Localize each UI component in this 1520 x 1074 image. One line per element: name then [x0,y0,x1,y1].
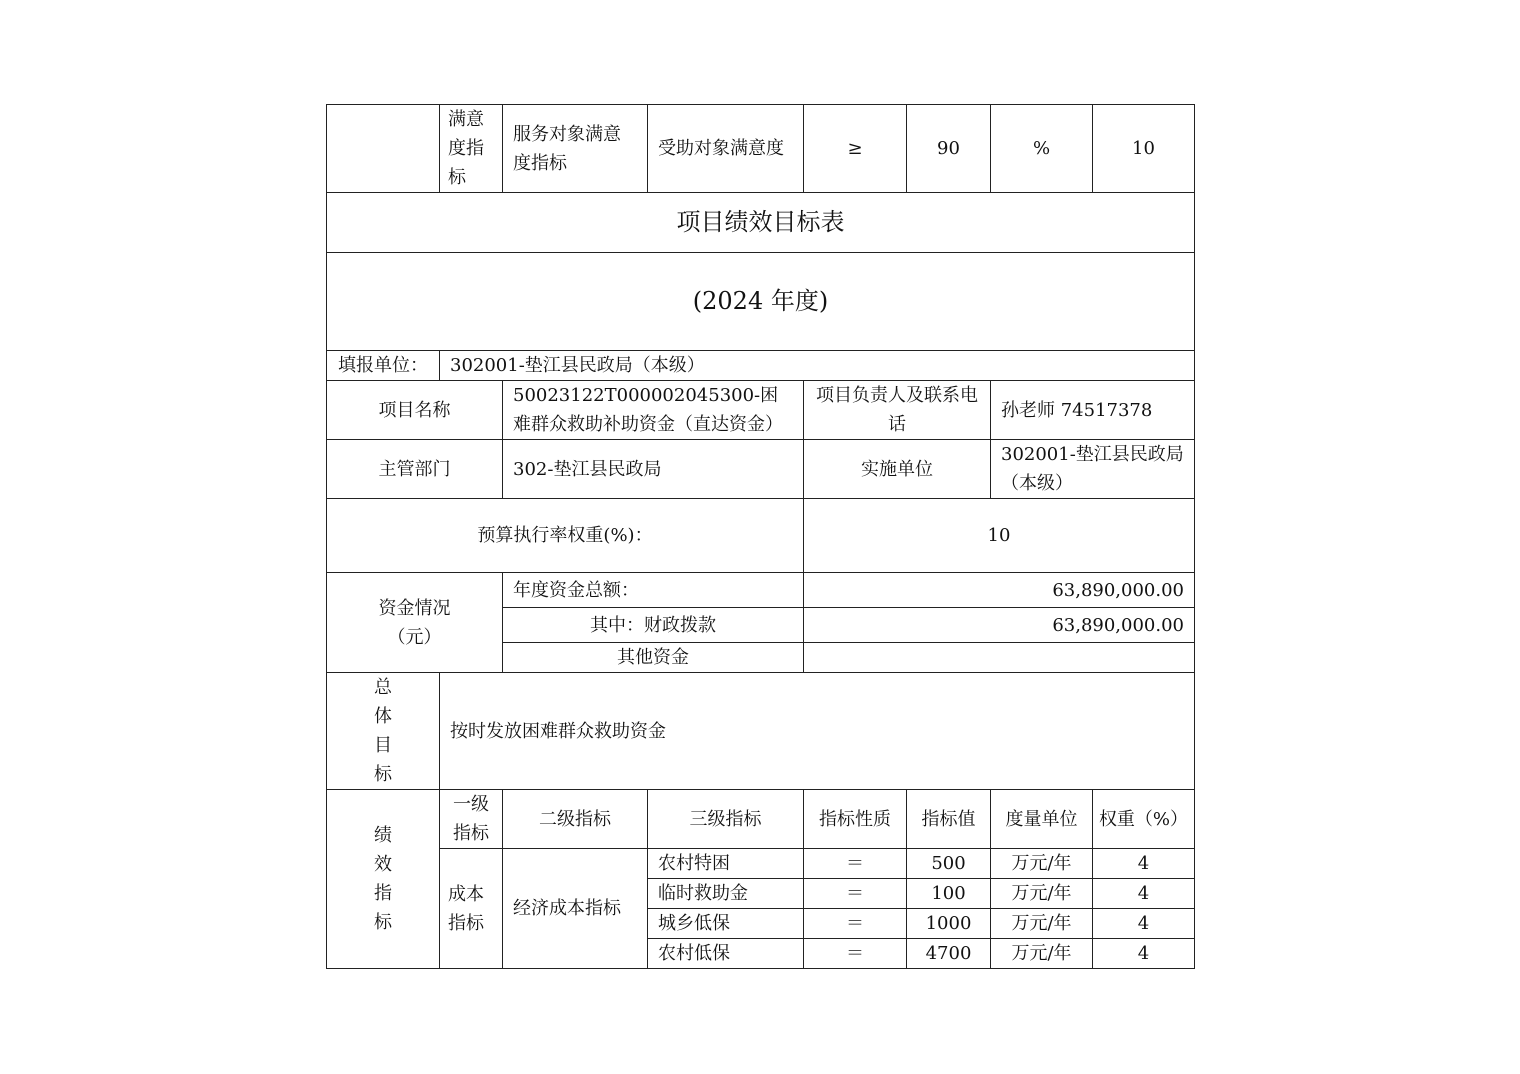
contact-label: 项目负责人及联系电话 [804,381,991,440]
row-weight: 4 [1093,879,1195,909]
row-name: 临时救助金 [648,879,804,909]
weight-satisfaction: 10 [1093,105,1195,193]
nature-satisfaction: ≥ [804,105,907,193]
reporting-unit-value: 302001-垫江县民政局（本级） [440,351,1195,381]
funds-total-value: 63,890,000.00 [804,573,1195,608]
funds-fiscal-label: 其中：财政拨款 [503,608,804,643]
funds-total-label: 年度资金总额： [503,573,804,608]
funds-label: 资金情况（元） [327,573,503,673]
overall-goal-value: 按时发放困难群众救助资金 [440,673,1195,790]
header-level1: 一级指标 [440,790,503,849]
row-nature: ＝ [804,939,907,969]
row-weight: 4 [1093,849,1195,879]
row-name: 农村低保 [648,939,804,969]
header-nature: 指标性质 [804,790,907,849]
value-satisfaction: 90 [907,105,991,193]
year-label: (2024 年度) [327,253,1195,351]
header-value: 指标值 [907,790,991,849]
dept-label: 主管部门 [327,440,503,499]
row-nature: ＝ [804,849,907,879]
table-row [327,849,1195,879]
level1-satisfaction: 满意度指标 [440,105,503,193]
impl-label: 实施单位 [804,440,991,499]
header-level2: 二级指标 [503,790,648,849]
level2-satisfaction: 服务对象满意度指标 [503,105,648,193]
header-level3: 三级指标 [648,790,804,849]
perf-label: 绩效指标 [327,790,440,969]
row-nature: ＝ [804,909,907,939]
overall-goal-label: 总体目标 [327,673,440,790]
row-value: 1000 [907,909,991,939]
project-name-label: 项目名称 [327,381,503,440]
row-unit: 万元/年 [991,849,1093,879]
level3-satisfaction: 受助对象满意度 [648,105,804,193]
contact-value: 孙老师 74517378 [991,381,1195,440]
row-weight: 4 [1093,939,1195,969]
row-value: 500 [907,849,991,879]
row-nature: ＝ [804,879,907,909]
row-value: 100 [907,879,991,909]
page-title: 项目绩效目标表 [327,193,1195,253]
reporting-unit-label: 填报单位： [327,351,440,381]
impl-value: 302001-垫江县民政局（本级） [991,440,1195,499]
header-unit: 度量单位 [991,790,1093,849]
cost-level2: 经济成本指标 [503,849,648,969]
funds-fiscal-value: 63,890,000.00 [804,608,1195,643]
unit-satisfaction: % [991,105,1093,193]
row-name: 城乡低保 [648,909,804,939]
row-unit: 万元/年 [991,909,1093,939]
funds-other-label: 其他资金 [503,643,804,673]
row-name: 农村特困 [648,849,804,879]
row-unit: 万元/年 [991,879,1093,909]
row-unit: 万元/年 [991,939,1093,969]
row-weight: 4 [1093,909,1195,939]
project-name-value: 50023122T000002045300-困难群众救助补助资金（直达资金） [503,381,804,440]
satisfaction-row [327,105,1195,193]
performance-target-table [326,104,1195,969]
cost-level1: 成本指标 [440,849,503,969]
funds-other-value [804,643,1195,673]
header-weight: 权重（%） [1093,790,1195,849]
empty-cell [327,105,440,193]
row-value: 4700 [907,939,991,969]
dept-value: 302-垫江县民政局 [503,440,804,499]
budget-weight-label: 预算执行率权重(%)： [327,499,804,573]
budget-weight-value: 10 [804,499,1195,573]
